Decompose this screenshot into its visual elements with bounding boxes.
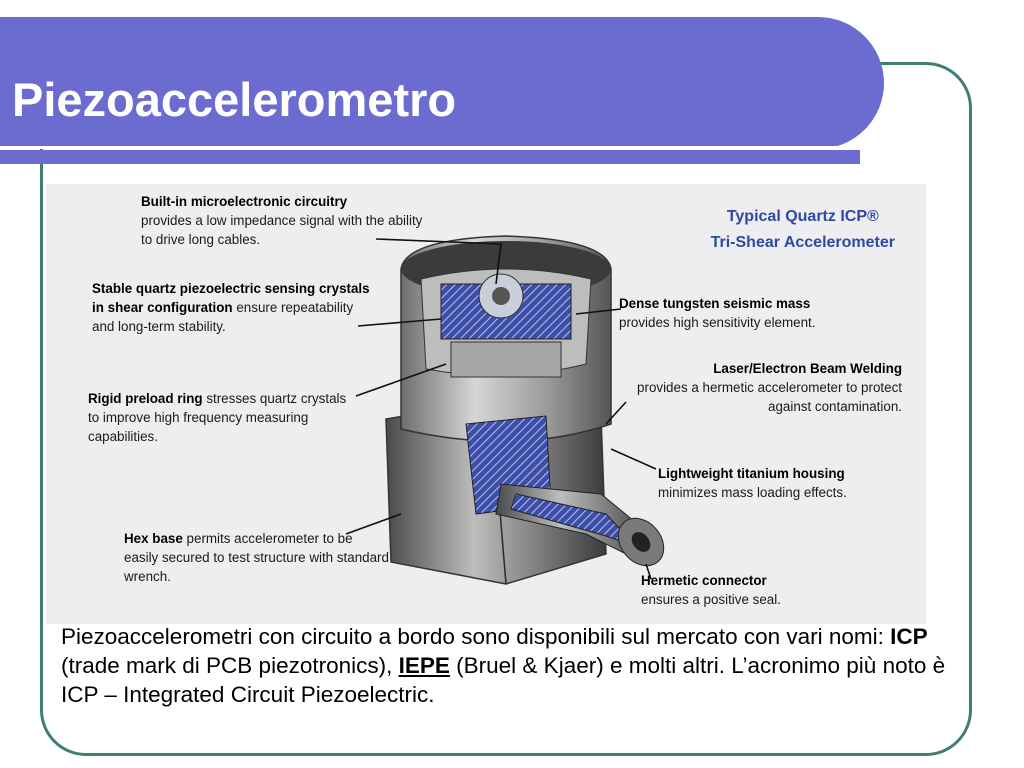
figure-title [711,204,895,256]
callout-bold: Rigid preload ring [88,391,203,406]
caption-icp: ICP [890,624,928,649]
callout-bold: Built-in microelectronic circuitry [141,194,348,209]
callout-hex-base [124,529,389,586]
callout-preload [88,389,353,446]
callout-housing [658,464,908,502]
callout-circuitry [141,192,431,249]
callout-seismic-mass [619,294,889,332]
callout-welding [626,359,902,416]
figure-title-line2: Tri-Shear Accelerometer [710,234,895,251]
caption-text-2: (trade mark di PCB piezotronics), [61,653,399,678]
callout-text: permits accelerometer to be easily secured to test structure with standard wrench. [124,531,389,584]
callout-bold: Laser/Electron Beam Welding [713,361,902,376]
slide-title: Piezoaccelerometro [12,73,457,126]
callout-text: ensure repeatability and long-term stability. [92,300,354,334]
callout-text: ensures a positive seal. [641,592,781,607]
callout-bold: Hermetic connector [641,573,767,588]
title-divider [0,146,860,149]
caption-iepe: IEPE [398,653,450,678]
callout-bold: Lightweight titanium housing [658,466,845,481]
callout-text: provides a hermetic accelerometer to protect against contamination. [637,380,902,414]
title-band [0,150,860,164]
callout-connector [641,571,841,609]
preload-ring-shape [451,342,561,377]
callout-text: minimizes mass loading effects. [658,485,847,500]
slide-caption [61,622,973,709]
caption-text-1: Piezoaccelerometri con circuito a bordo sono disponibili sul mercato con vari nomi: [61,624,891,649]
callout-text: provides a low impedance signal with the ability to drive long cables. [141,213,423,247]
callout-text: stresses quartz crystals to improve high frequency measuring capabilities. [88,391,347,444]
figure-title-line1: Typical Quartz ICP® [726,208,879,225]
callout-bold: Dense tungsten seismic mass [619,296,811,311]
callout-bold: Stable quartz piezoelectric sensing crystals in shear configuration [92,281,370,315]
leader-housing [611,449,656,469]
accelerometer-figure [46,184,926,624]
callout-bold: Hex base [124,531,183,546]
callout-crystals [92,279,372,336]
callout-text: provides high sensitivity element. [619,315,816,330]
caption-text-3: (Bruel & Kjaer) e molti altri. L’acronimo più noto è ICP – Integrated Circuit Piezoelectric. [61,653,946,707]
